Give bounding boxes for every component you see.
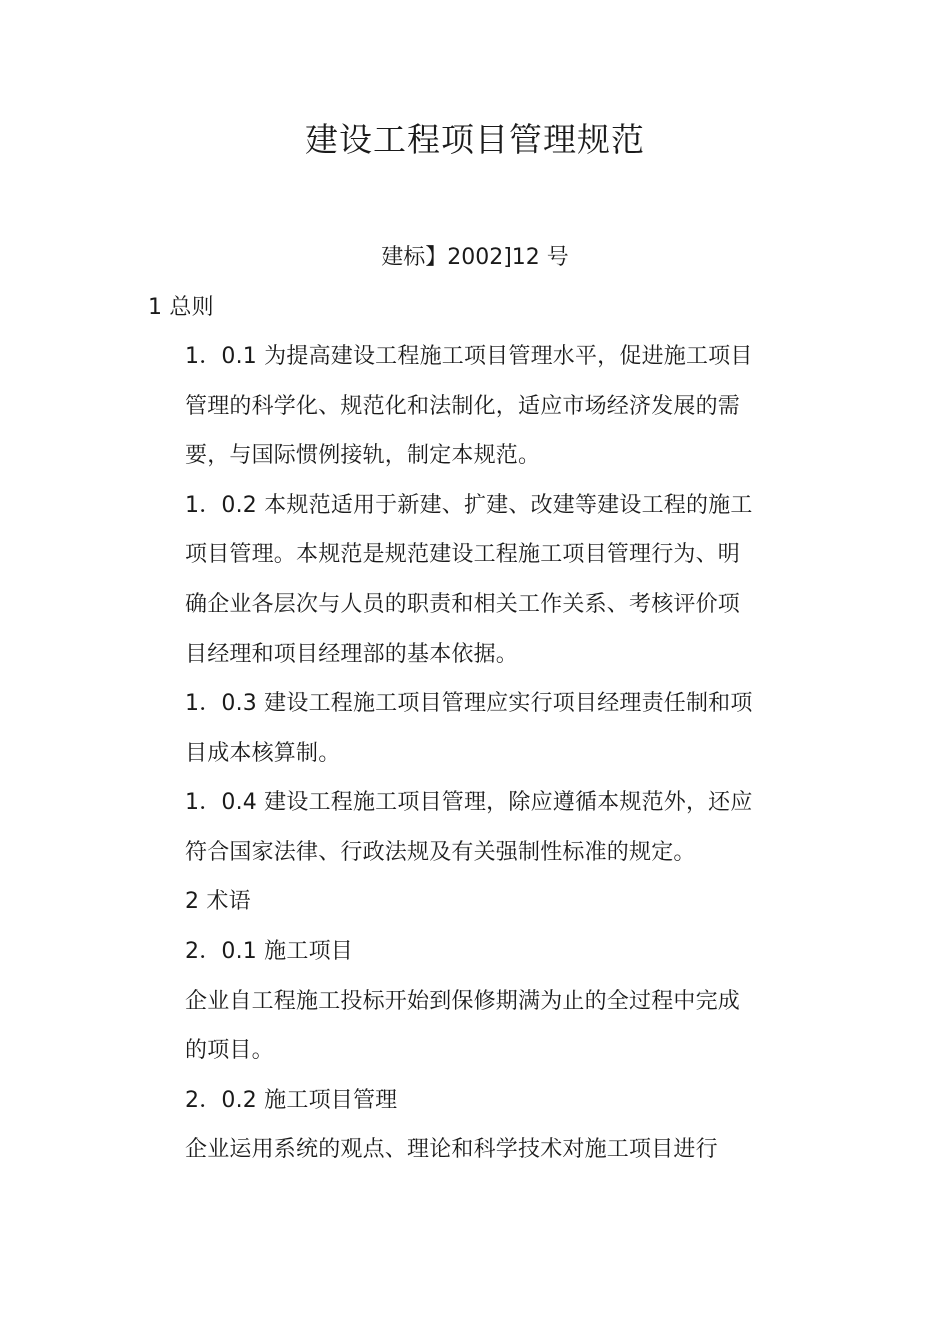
document-number: 建标】2002]12 号 (381, 245, 569, 270)
clause-line: 1．0.2 本规范适用于新建、扩建、改建等建设工程的施工 (185, 493, 753, 518)
section-heading: 1 总则 (148, 295, 214, 320)
clause-line: 企业运用系统的观点、理论和科学技术对施工项目进行 (185, 1137, 718, 1162)
term-heading: 2．0.2 施工项目管理 (185, 1088, 398, 1113)
clause-line: 目成本核算制。 (185, 741, 341, 766)
clause-line: 企业自工程施工投标开始到保修期满为止的全过程中完成 (185, 989, 741, 1014)
term-heading: 2．0.1 施工项目 (185, 939, 353, 964)
clause-line: 符合国家法律、行政法规及有关强制性标准的规定。 (185, 840, 696, 865)
section-heading: 2 术语 (185, 889, 251, 914)
clause-line: 项目管理。本规范是规范建设工程施工项目管理行为、明 (185, 542, 741, 567)
document-title: 建设工程项目管理规范 (305, 120, 645, 159)
clause-line: 确企业各层次与人员的职责和相关工作关系、考核评价项 (185, 592, 741, 617)
clause-line: 1．0.1 为提高建设工程施工项目管理水平，促进施工项目 (185, 344, 753, 369)
clause-line: 1．0.4 建设工程施工项目管理，除应遵循本规范外，还应 (185, 790, 753, 815)
clause-line: 1．0.3 建设工程施工项目管理应实行项目经理责任制和项 (185, 691, 753, 716)
clause-line: 的项目。 (185, 1038, 274, 1063)
clause-line: 要，与国际惯例接轨，制定本规范。 (185, 443, 541, 468)
clause-line: 目经理和项目经理部的基本依据。 (185, 642, 519, 667)
clause-line: 管理的科学化、规范化和法制化，适应市场经济发展的需 (185, 394, 741, 419)
